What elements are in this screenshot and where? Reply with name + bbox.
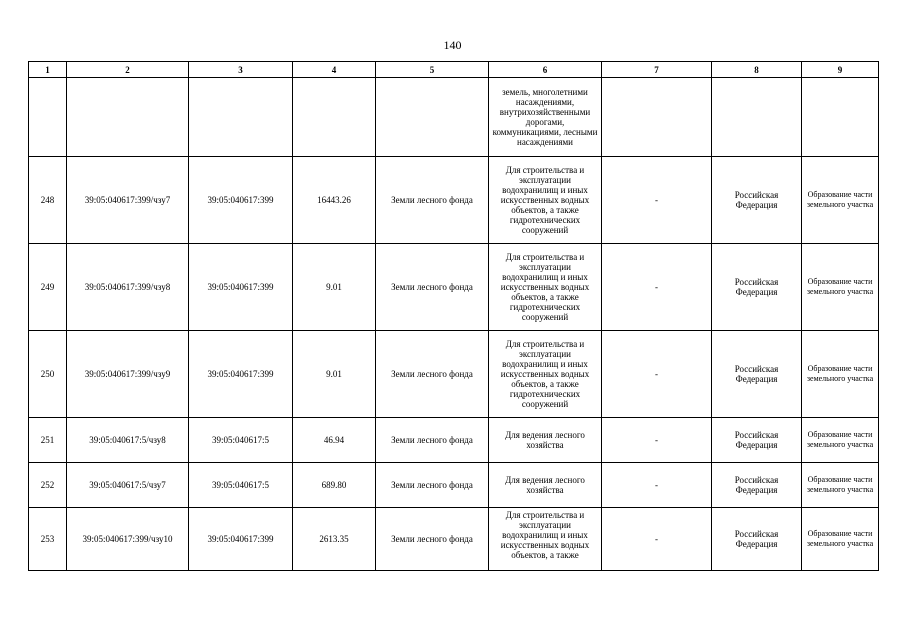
cell-method: Образование части земельного участка: [802, 157, 879, 244]
cell-designation: 39:05:040617:399/чзу10: [67, 508, 189, 571]
table-row: [29, 331, 879, 418]
col-header-7: 7: [602, 62, 712, 78]
cell-parcel: 39:05:040617:399: [189, 244, 293, 331]
cell-category: Земли лесного фонда: [376, 463, 489, 508]
cell-category: Земли лесного фонда: [376, 244, 489, 331]
cell-col7: -: [602, 418, 712, 463]
col-header-4: 4: [293, 62, 376, 78]
cell-use: [489, 508, 602, 571]
cell-num: 248: [29, 157, 67, 244]
cell-category: Земли лесного фонда: [376, 508, 489, 571]
cell-parcel: 39:05:040617:399: [189, 157, 293, 244]
cell-area: 2613.35: [293, 508, 376, 571]
cell-parcel: 39:05:040617:5: [189, 463, 293, 508]
cell-method: Образование части земельного участка: [802, 331, 879, 418]
cell-use: Для строительства и эксплуатации водохранилищ и иных искусственных водных объектов, а также гидротехнических сооружений: [489, 244, 602, 331]
col-header-3: 3: [189, 62, 293, 78]
cell-use-text: Для строительства и эксплуатации водохранилищ и иных искусственных водных объектов, а также: [500, 510, 590, 560]
cell-num: 249: [29, 244, 67, 331]
cell-parcel: 39:05:040617:399: [189, 508, 293, 571]
cell-owner: Российская Федерация: [712, 157, 802, 244]
cell-num: 250: [29, 331, 67, 418]
header-row: [29, 62, 879, 78]
cell-parcel: 39:05:040617:5: [189, 418, 293, 463]
table-row: [29, 157, 879, 244]
col-header-9: 9: [802, 62, 879, 78]
cell-area: 689.80: [293, 463, 376, 508]
cell-num: 251: [29, 418, 67, 463]
cell-col7: -: [602, 244, 712, 331]
cell-owner: Российская Федерация: [712, 463, 802, 508]
cell-owner: Российская Федерация: [712, 418, 802, 463]
cell-category: Земли лесного фонда: [376, 418, 489, 463]
cell-method: Образование части земельного участка: [802, 418, 879, 463]
cell-parcel: 39:05:040617:399: [189, 331, 293, 418]
cell-num: 253: [29, 508, 67, 571]
cell-designation: 39:05:040617:399/чзу9: [67, 331, 189, 418]
col-header-5: 5: [376, 62, 489, 78]
cell-owner: Российская Федерация: [712, 508, 802, 571]
table-row: [29, 463, 879, 508]
cell-area: 9.01: [293, 244, 376, 331]
cell-designation: 39:05:040617:399/чзу8: [67, 244, 189, 331]
cell-col7: -: [602, 157, 712, 244]
cell-category: Земли лесного фонда: [376, 331, 489, 418]
col-header-1: 1: [29, 62, 67, 78]
cell-owner: Российская Федерация: [712, 244, 802, 331]
cell-area: 16443.26: [293, 157, 376, 244]
cell-use: Для ведения лесного хозяйства: [489, 463, 602, 508]
page-number: 140: [443, 38, 462, 52]
cell-category: Земли лесного фонда: [376, 157, 489, 244]
cell-use: земель, многолетними насаждениями, внутрихозяйственными дорогами, коммуникациями, лесными насаждениями: [489, 78, 602, 157]
cell-col7: -: [602, 463, 712, 508]
cell-col7: -: [602, 331, 712, 418]
cell-designation: 39:05:040617:5/чзу8: [67, 418, 189, 463]
cell-owner: Российская Федерация: [712, 331, 802, 418]
col-header-6: 6: [489, 62, 602, 78]
cell-method: Образование части земельного участка: [802, 463, 879, 508]
cell-use: Для ведения лесного хозяйства: [489, 418, 602, 463]
table-row: [29, 418, 879, 463]
table-row: [29, 508, 879, 571]
col-header-2: 2: [67, 62, 189, 78]
col-header-8: 8: [712, 62, 802, 78]
cell-method: Образование части земельного участка: [802, 244, 879, 331]
table-row: [29, 244, 879, 331]
land-plots-table: [28, 61, 879, 571]
cell-designation: 39:05:040617:5/чзу7: [67, 463, 189, 508]
cell-method: Образование части земельного участка: [802, 508, 879, 571]
cell-area: 9.01: [293, 331, 376, 418]
cell-num: 252: [29, 463, 67, 508]
table-row-continued: [29, 78, 879, 157]
cell-designation: 39:05:040617:399/чзу7: [67, 157, 189, 244]
cell-area: 46.94: [293, 418, 376, 463]
cell-col7: -: [602, 508, 712, 571]
cell-use: Для строительства и эксплуатации водохранилищ и иных искусственных водных объектов, а также гидротехнических сооружений: [489, 331, 602, 418]
cell-use: Для строительства и эксплуатации водохранилищ и иных искусственных водных объектов, а также гидротехнических сооружений: [489, 157, 602, 244]
